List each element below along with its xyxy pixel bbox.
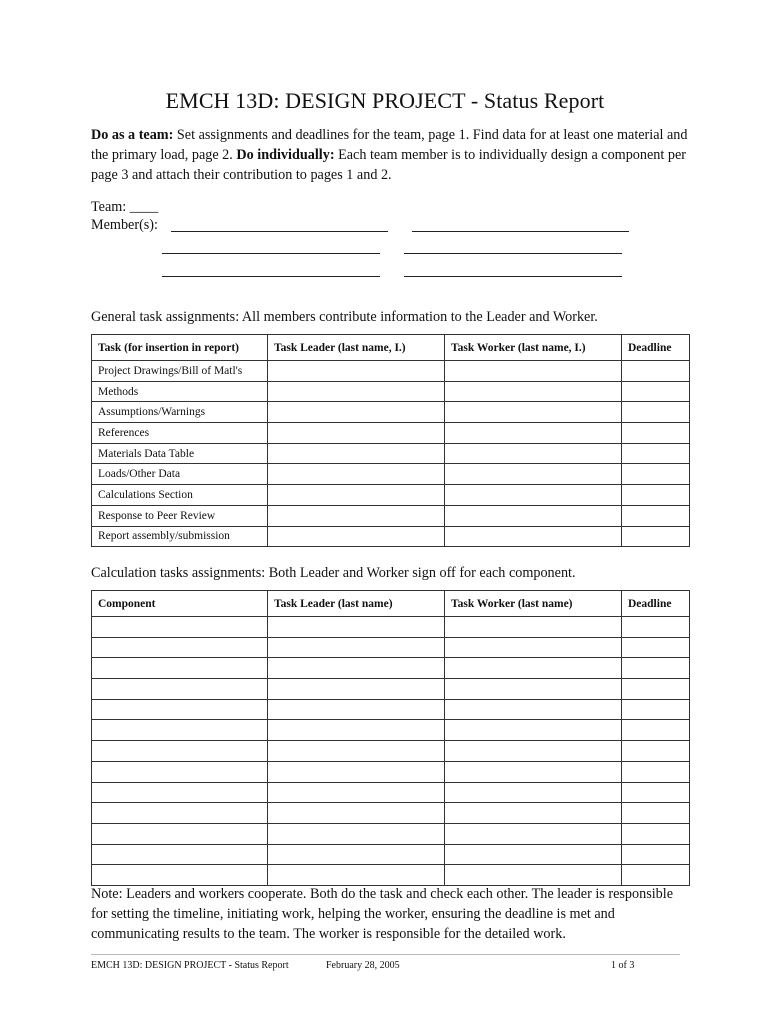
task-worker-cell[interactable] — [445, 423, 622, 444]
task-name-cell: Loads/Other Data — [92, 464, 268, 485]
component-cell[interactable] — [92, 658, 268, 679]
task-name-cell: References — [92, 423, 268, 444]
component-cell[interactable] — [92, 761, 268, 782]
task-worker-cell[interactable] — [445, 381, 622, 402]
task-worker-cell[interactable] — [445, 679, 622, 700]
task-leader-cell[interactable] — [268, 617, 445, 638]
deadline-cell[interactable] — [622, 485, 690, 506]
task-name-cell: Assumptions/Warnings — [92, 402, 268, 423]
task-leader-cell[interactable] — [268, 381, 445, 402]
task-leader-cell[interactable] — [268, 699, 445, 720]
component-cell[interactable] — [92, 617, 268, 638]
task-worker-cell[interactable] — [445, 464, 622, 485]
team-label: Team: ____ — [91, 199, 159, 215]
component-cell[interactable] — [92, 782, 268, 803]
deadline-cell[interactable] — [622, 526, 690, 547]
deadline-cell[interactable] — [622, 720, 690, 741]
deadline-cell[interactable] — [622, 464, 690, 485]
calculation-tasks-header-row — [92, 591, 690, 617]
deadline-cell[interactable] — [622, 823, 690, 844]
task-worker-cell[interactable] — [445, 699, 622, 720]
task-worker-cell[interactable] — [445, 361, 622, 382]
deadline-cell[interactable] — [622, 761, 690, 782]
footer-document-title: EMCH 13D: DESIGN PROJECT - Status Report — [91, 960, 289, 971]
task-leader-cell[interactable] — [268, 464, 445, 485]
table-row — [92, 526, 690, 547]
component-cell[interactable] — [92, 741, 268, 762]
member-blank-5[interactable] — [162, 276, 380, 277]
task-name-cell: Calculations Section — [92, 485, 268, 506]
task-leader-cell[interactable] — [268, 741, 445, 762]
component-cell[interactable] — [92, 823, 268, 844]
table-row — [92, 361, 690, 382]
task-leader-cell[interactable] — [268, 526, 445, 547]
calculation-tasks-heading: Calculation tasks assignments: Both Leader and Worker sign off for each component. — [91, 565, 576, 581]
column-header-component: Component — [92, 591, 268, 617]
intro-paragraph — [91, 125, 691, 185]
deadline-cell[interactable] — [622, 637, 690, 658]
table-row — [92, 761, 690, 782]
deadline-cell[interactable] — [622, 803, 690, 824]
task-worker-cell[interactable] — [445, 865, 622, 886]
table-row — [92, 423, 690, 444]
general-tasks-table — [91, 334, 690, 547]
task-worker-cell[interactable] — [445, 741, 622, 762]
table-row — [92, 402, 690, 423]
deadline-cell[interactable] — [622, 782, 690, 803]
task-leader-cell[interactable] — [268, 720, 445, 741]
component-cell[interactable] — [92, 803, 268, 824]
component-cell[interactable] — [92, 637, 268, 658]
task-leader-cell[interactable] — [268, 782, 445, 803]
column-header-task-leader: Task Leader (last name, I.) — [268, 335, 445, 361]
table-row — [92, 464, 690, 485]
table-row — [92, 803, 690, 824]
table-row — [92, 720, 690, 741]
task-worker-cell[interactable] — [445, 485, 622, 506]
component-cell[interactable] — [92, 699, 268, 720]
individual-instruction-text: Each team member is to individually design a component per page 3 and attach their contribution to pages 1 and 2. — [91, 147, 686, 183]
table-row — [92, 741, 690, 762]
task-worker-cell[interactable] — [445, 720, 622, 741]
deadline-cell[interactable] — [622, 658, 690, 679]
task-leader-cell[interactable] — [268, 803, 445, 824]
member-blank-1[interactable] — [171, 231, 388, 232]
page-title: EMCH 13D: DESIGN PROJECT - Status Report — [165, 88, 605, 113]
task-name-cell: Methods — [92, 381, 268, 402]
general-tasks-heading: General task assignments: All members contribute information to the Leader and Worker. — [91, 309, 598, 325]
task-leader-cell[interactable] — [268, 505, 445, 526]
task-name-cell: Response to Peer Review — [92, 505, 268, 526]
task-worker-cell[interactable] — [445, 637, 622, 658]
member-blank-4[interactable] — [404, 253, 622, 254]
table-row — [92, 505, 690, 526]
deadline-cell[interactable] — [622, 699, 690, 720]
task-worker-cell[interactable] — [445, 658, 622, 679]
footer-divider — [91, 954, 680, 955]
task-leader-cell[interactable] — [268, 637, 445, 658]
task-worker-cell[interactable] — [445, 505, 622, 526]
task-leader-cell[interactable] — [268, 361, 445, 382]
table-row — [92, 699, 690, 720]
footer-date: February 28, 2005 — [326, 960, 400, 971]
table-row — [92, 381, 690, 402]
task-worker-cell[interactable] — [445, 617, 622, 638]
component-cell[interactable] — [92, 865, 268, 886]
table-row — [92, 823, 690, 844]
footer-page-number: 1 of 3 — [611, 960, 635, 971]
task-worker-cell[interactable] — [445, 402, 622, 423]
task-name-cell: Materials Data Table — [92, 443, 268, 464]
deadline-cell[interactable] — [622, 505, 690, 526]
task-worker-cell[interactable] — [445, 803, 622, 824]
task-leader-cell[interactable] — [268, 402, 445, 423]
team-instruction-label: Do as a team: — [91, 127, 174, 143]
deadline-cell[interactable] — [622, 865, 690, 886]
column-header-task-worker: Task Worker (last name) — [445, 591, 622, 617]
task-leader-cell[interactable] — [268, 844, 445, 865]
task-leader-cell[interactable] — [268, 423, 445, 444]
component-cell[interactable] — [92, 679, 268, 700]
general-tasks-header-row — [92, 335, 690, 361]
deadline-cell[interactable] — [622, 381, 690, 402]
table-row — [92, 485, 690, 506]
column-header-task-leader: Task Leader (last name) — [268, 591, 445, 617]
team-instruction-text: Set assignments and deadlines for the team, page 1. Find data for at least one material and the primary load, page 2. — [91, 127, 688, 163]
deadline-cell[interactable] — [622, 741, 690, 762]
task-worker-cell[interactable] — [445, 761, 622, 782]
task-leader-cell[interactable] — [268, 658, 445, 679]
column-header-task: Task (for insertion in report) — [92, 335, 268, 361]
member-blank-6[interactable] — [404, 276, 622, 277]
component-cell[interactable] — [92, 844, 268, 865]
task-worker-cell[interactable] — [445, 443, 622, 464]
calculation-tasks-table — [91, 590, 690, 886]
deadline-cell[interactable] — [622, 361, 690, 382]
members-label: Member(s): — [91, 217, 158, 233]
task-leader-cell[interactable] — [268, 443, 445, 464]
deadline-cell[interactable] — [622, 423, 690, 444]
table-row — [92, 782, 690, 803]
note-paragraph: Note: Leaders and workers cooperate. Both do the task and check each other. The leader is responsible for setting the timeline, initiating work, helping the worker, ensuring the deadline is met and communicating results to the team. The worker is responsible for the detailed work. — [91, 886, 673, 942]
task-name-cell: Project Drawings/Bill of Matl's — [92, 361, 268, 382]
column-header-task-worker: Task Worker (last name, I.) — [445, 335, 622, 361]
table-row — [92, 637, 690, 658]
component-cell[interactable] — [92, 720, 268, 741]
member-blank-2[interactable] — [412, 231, 629, 232]
task-leader-cell[interactable] — [268, 865, 445, 886]
deadline-cell[interactable] — [622, 679, 690, 700]
column-header-deadline: Deadline — [622, 591, 690, 617]
deadline-cell[interactable] — [622, 617, 690, 638]
table-row — [92, 844, 690, 865]
task-leader-cell[interactable] — [268, 485, 445, 506]
deadline-cell[interactable] — [622, 443, 690, 464]
table-row — [92, 865, 690, 886]
task-worker-cell[interactable] — [445, 526, 622, 547]
deadline-cell[interactable] — [622, 844, 690, 865]
task-leader-cell[interactable] — [268, 679, 445, 700]
task-worker-cell[interactable] — [445, 782, 622, 803]
table-row — [92, 679, 690, 700]
deadline-cell[interactable] — [622, 402, 690, 423]
column-header-deadline: Deadline — [622, 335, 690, 361]
table-row — [92, 617, 690, 638]
task-leader-cell[interactable] — [268, 761, 445, 782]
table-row — [92, 658, 690, 679]
task-worker-cell[interactable] — [445, 844, 622, 865]
task-leader-cell[interactable] — [268, 823, 445, 844]
table-row — [92, 443, 690, 464]
task-worker-cell[interactable] — [445, 823, 622, 844]
task-name-cell: Report assembly/submission — [92, 526, 268, 547]
individual-instruction-label: Do individually: — [236, 147, 335, 163]
member-blank-3[interactable] — [162, 253, 380, 254]
